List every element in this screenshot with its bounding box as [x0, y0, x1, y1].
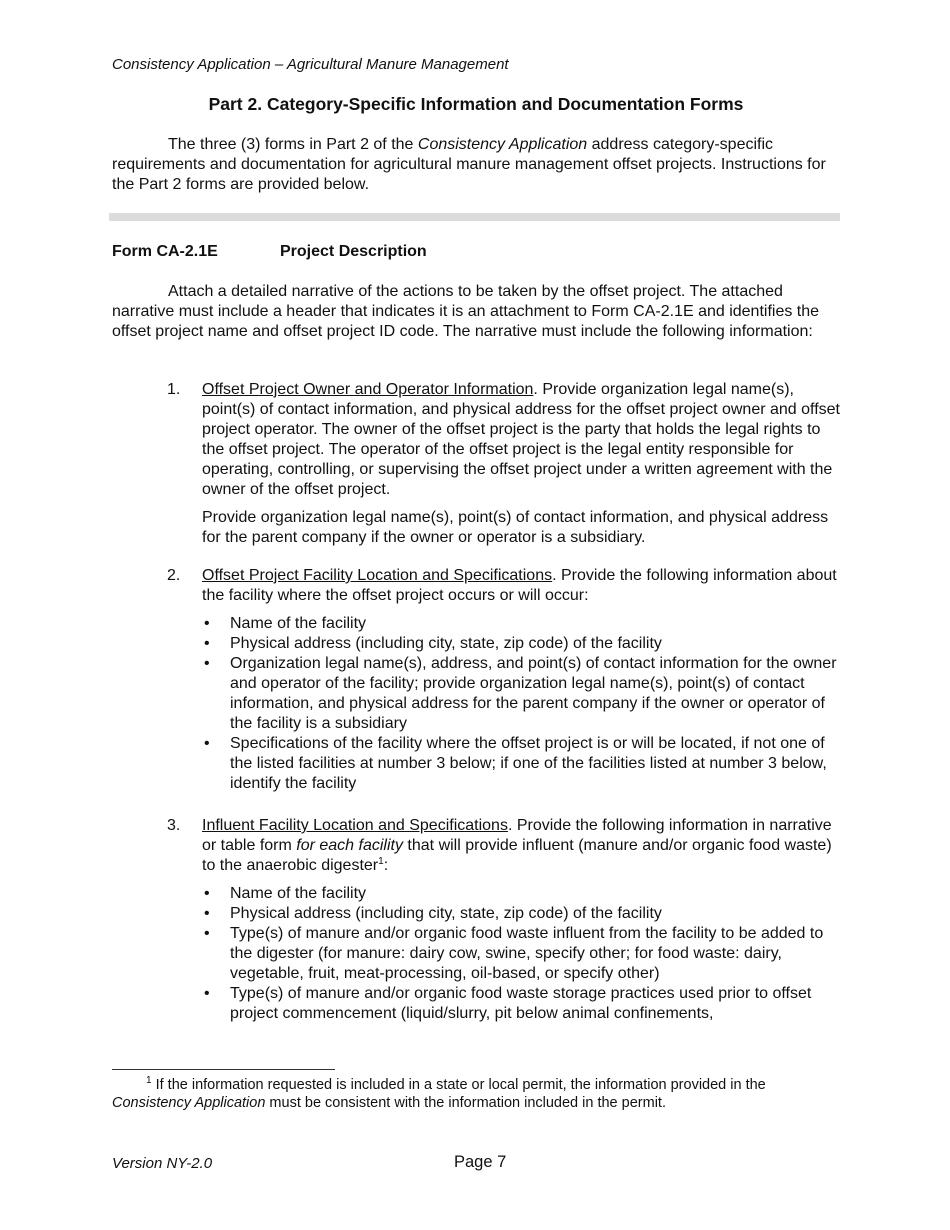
bullet-icon: •: [204, 905, 210, 922]
page-number: Page 7: [454, 1153, 507, 1171]
bullet-item: • Physical address (including city, state, zip code) of the facility: [204, 635, 662, 652]
bullet-icon: •: [204, 985, 210, 1002]
bullet-icon: •: [204, 615, 210, 632]
bullet-item: • Name of the facility: [204, 885, 367, 902]
item-number: 2.: [167, 567, 181, 584]
bullet-icon: •: [204, 925, 210, 942]
bullet-icon: •: [204, 885, 210, 902]
item-heading: Offset Project Facility Location and Specifications: [202, 567, 553, 584]
bullet-item: • Organization legal name(s), address, and point(s) of contact information for the owner and operator of the facility; provide organization legal name(s), point(s) of contact information, and physical address for the parent company if the owner or operator of the facility is a subsidiary: [204, 655, 837, 732]
list-item-1: 1. Offset Project Owner and Operator Information. Provide organization legal name(s), point(s) of contact information, and physical address for the offset project owner and offset project operator. The owner of the offset project is the party that holds the legal rights to the offset project. The operator of the offset project is the legal entity responsible for operating, controlling, or supervising the offset project under a written agreement with the owner of the offset project. Provide organization legal name(s), point(s) of contact information, and physical address for the parent company if the owner or operator is a subsidiary.: [167, 381, 840, 546]
bullet-list: [202, 614, 840, 794]
list-item-2: 2. Offset Project Facility Location and Specifications. Provide the following information about the facility where the offset project occurs or will occur: • Name of the facility • Physical address (including city, state, zip code) of the facility • Organization legal name(s), address, and point(s) of contact information for the owner and operator of the facility; provide organization legal name(s), point(s) of contact information, and physical address for the parent company if the owner or operator of the facility is a subsidiary • Specifications of the facility where the offset project is or will be located, if not one of the listed facilities at number 3 below; if one of the facilities listed at number 3 below, identify the facility: [112, 566, 840, 794]
item-number: 1.: [167, 381, 181, 398]
list-item-3: 3. Influent Facility Location and Specifications. Provide the following information in narrative or table form for each facility that will provide influent (manure and/or organic food waste) to the anaerobic digester$^1$: • Name of the facility • Physical address (including city, state, zip code) of the facility • Type(s) of manure and/or organic food waste influent from the facility to be added to the digester (for manure: dairy cow, swine, specify other; for food waste: dairy, vegetable, fruit, meat-processing, oil-based, or specify other) • Type(s) of manure and/or organic food waste storage practices used prior to offset project commencement (liquid/slurry, pit below animal confinements,: [112, 816, 840, 1024]
form-title: Project Description: [280, 243, 427, 260]
bullet-icon: •: [204, 735, 210, 752]
bullet-item: • Physical address (including city, state, zip code) of the facility: [204, 905, 662, 922]
footnote: $^1$ If the information requested is included in a state or local permit, the information provided in the Consistency Application must be consistent with the information included in the permit.: [112, 1075, 766, 1111]
item-extra-paragraph: Provide organization legal name(s), point(s) of contact information, and physical address for the parent company if the owner or operator is a subsidiary.: [202, 509, 829, 546]
item-heading: Offset Project Owner and Operator Information: [202, 381, 534, 398]
form-code: Form CA-2.1E: [112, 243, 218, 260]
footnote-separator: [112, 1069, 335, 1070]
item-number: 3.: [167, 817, 181, 834]
running-header: Consistency Application – Agricultural Manure Management: [112, 56, 509, 73]
form-heading: [112, 243, 427, 261]
page-title: Part 2. Category-Specific Information and Documentation Forms: [208, 94, 744, 114]
footnote-mark: 1: [146, 1075, 152, 1086]
footer-version: Version NY-2.0: [112, 1155, 213, 1172]
intro-paragraph: The three (3) forms in Part 2 of the Consistency Application address category-specific requirements and documentation for agricultural manure management offset projects. Instructions for the Part 2 forms are provided below.: [112, 136, 826, 193]
bullet-icon: •: [204, 635, 210, 652]
bullet-item: • Name of the facility: [204, 615, 367, 632]
section-divider: [109, 213, 840, 221]
footnote-reference[interactable]: 1: [378, 856, 384, 867]
bullet-item: • Specifications of the facility where the offset project is or will be located, if not one of the listed facilities at number 3 below; if one of the facilities listed at number 3 below, identify the facility: [204, 735, 827, 792]
bullet-list: [202, 884, 840, 1024]
bullet-icon: •: [204, 655, 210, 672]
bullet-item: • Type(s) of manure and/or organic food waste influent from the facility to be added to the digester (for manure: dairy cow, swine, specify other; for food waste: dairy, vegetable, fruit, meat-processing, oil-based, or specify other): [204, 925, 824, 982]
form-intro-paragraph: Attach a detailed narrative of the actions to be taken by the offset project. The attached narrative must include a header that indicates it is an attachment to Form CA-2.1E and identifies the offset project name and offset project ID code. The narrative must include the following information:: [112, 283, 820, 340]
item-heading: Influent Facility Location and Specifications: [202, 817, 508, 834]
bullet-item: • Type(s) of manure and/or organic food waste storage practices used prior to offset project commencement (liquid/slurry, pit below animal confinements,: [204, 985, 812, 1022]
